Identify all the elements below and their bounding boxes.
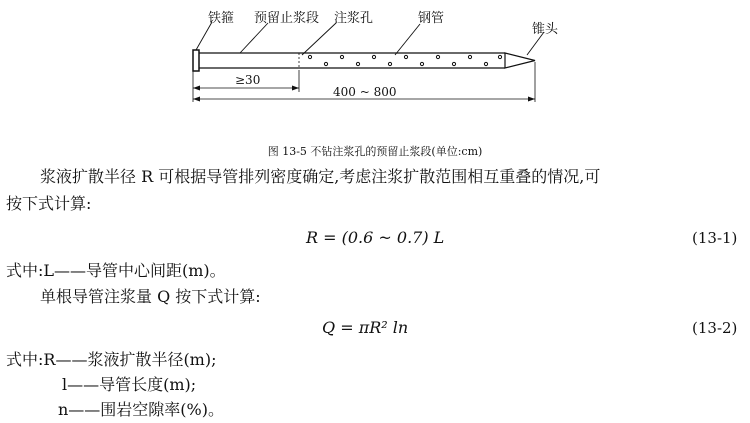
label-iron-hoop: 铁箍 <box>208 11 235 26</box>
iron-hoop <box>193 50 199 71</box>
where-l-definition: l——导管长度(m); <box>62 375 197 394</box>
leader-lines <box>196 22 544 55</box>
label-grout-holes: 注浆孔 <box>334 11 374 26</box>
equation-13-2: Q = πR² ln <box>322 318 409 337</box>
where-R-definition: 式中:R——浆液扩散半径(m); <box>6 350 217 369</box>
label-steel-pipe: 钢管 <box>418 11 445 26</box>
dimension-min-length <box>193 73 299 91</box>
equation-13-1: R = (0.6 ~ 0.7) L <box>306 228 445 247</box>
dimension-total-length <box>193 85 535 102</box>
grout-holes <box>308 55 501 65</box>
paragraph-2: 单根导管注浆量 Q 按下式计算: <box>40 287 261 306</box>
paragraph-1-line-1: 浆液扩散半径 R 可根据导管排列密度确定,考虑注浆扩散范围相互重叠的情况,可 <box>40 167 601 186</box>
grout-pipe-diagram <box>0 0 750 140</box>
where-L-definition: 式中:L——导管中心间距(m)。 <box>6 261 226 280</box>
equation-13-2-number: (13-2) <box>692 319 738 337</box>
label-cone-head: 锥头 <box>532 22 559 37</box>
dim-min-length-text: ≥30 <box>235 73 261 87</box>
figure-caption: 图 13-5 不钻注浆孔的预留止浆段(单位:cm) <box>267 145 483 158</box>
where-n-definition: n——围岩空隙率(%)。 <box>58 400 224 419</box>
dim-total-length-text: 400 ~ 800 <box>333 85 397 99</box>
cone-head <box>505 53 535 68</box>
paragraph-1-line-2: 按下式计算: <box>6 194 92 213</box>
equation-13-1-number: (13-1) <box>692 229 738 247</box>
label-reserved-section: 预留止浆段 <box>254 11 320 26</box>
